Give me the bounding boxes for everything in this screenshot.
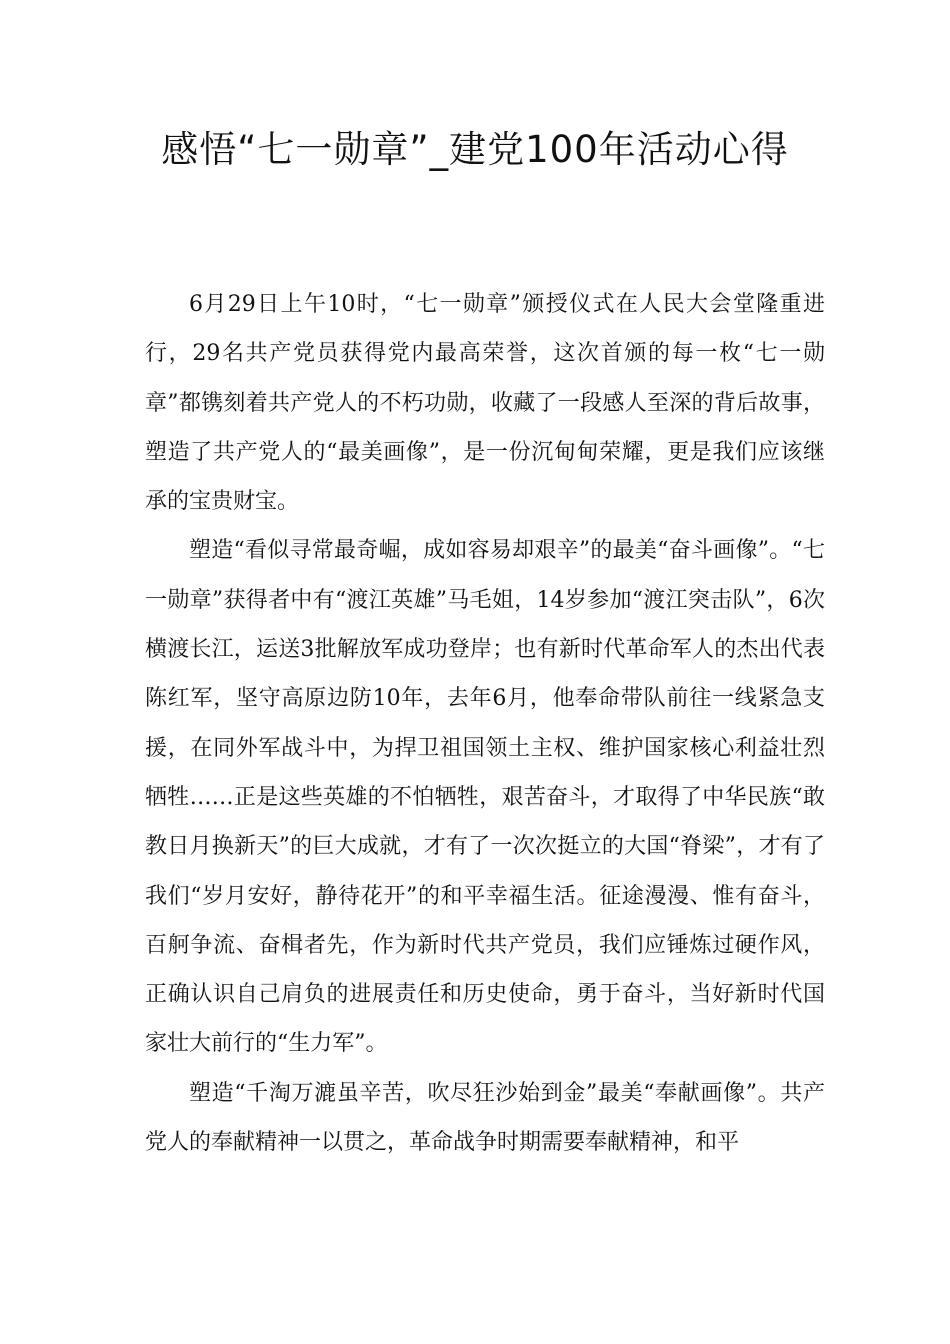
paragraph-2: 塑造“看似寻常最奇崛，成如容易却艰辛”的最美“奋斗画像”。“七一勋章”获得者中有“渡江英雄”马毛姐，14岁参加“渡江突击队”，6次横渡长江，运送3批解放军成功登岸；也有新时代革命军人的杰出代表陈红军，坚守高原边防10年，去年6月，他奉命带队前往一线紧急支援，在同外军战斗中，为捍卫祖国领土主权、维护国家核心利益壮烈牺牲……正是这些英雄的不怕牺牲，艰苦奋斗，才取得了中华民族“敢教日月换新天”的巨大成就，才有了一次次挺立的大国“脊梁”，才有了我们“岁月安好，静待花开”的和平幸福生活。征途漫漫、惟有奋斗，百舸争流、奋楫者先，作为新时代共产党员，我们应锤炼过硬作风，正确认识自己肩负的进展责任和历史使命，勇于奋斗，当好新时代国家壮大前行的“生力军”。 (145, 538, 825, 1057)
document-title: 感悟“七一勋章”_建党100年活动心得 (161, 128, 789, 171)
paragraph-1: 6月29日上午10时，“七一勋章”颁授仪式在人民大会堂隆重进行，29名共产党员获得党内最高荣誉，这次首颁的每一枚“七一勋章”都镌刻着共产党人的不朽功勋，收藏了一段感人至深的背后故事，塑造了共产党人的“最美画像”，是一份沉甸甸荣耀，更是我们应该继承的宝贵财宝。 (145, 292, 825, 515)
document-body (145, 280, 825, 1167)
paragraph-3: 塑造“千淘万漉虽辛苦，吹尽狂沙始到金”最美“奉献画像”。共产党人的奉献精神一以贯之，革命战争时期需要奉献精神，和平 (145, 1080, 825, 1156)
